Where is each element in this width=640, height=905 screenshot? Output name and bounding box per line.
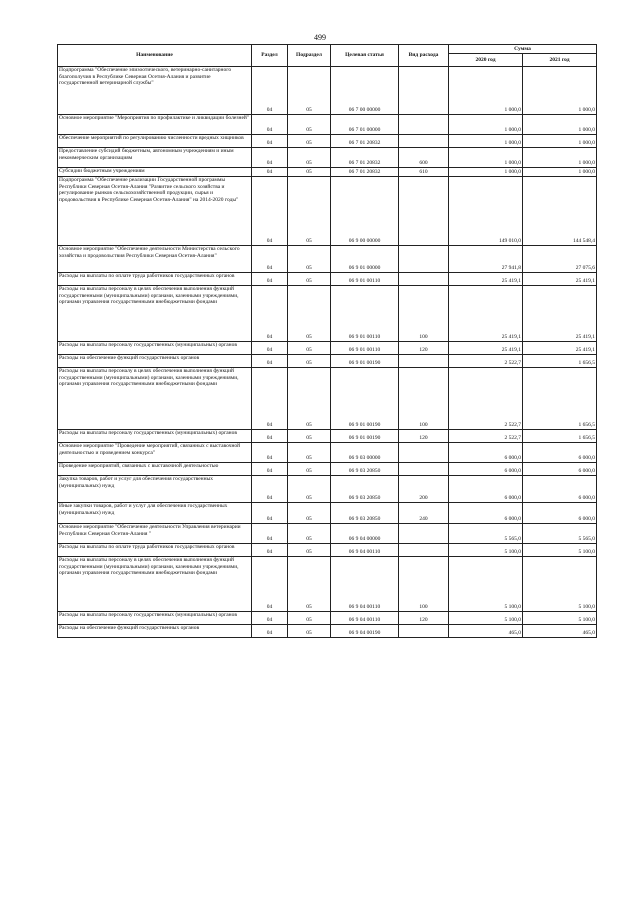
row-name: Основное мероприятие "Проведение мероприятий, связанных с выставочной деятельностью и проведением конкурса" bbox=[58, 443, 252, 463]
row-section: 04 bbox=[252, 246, 288, 273]
row-subsection: 05 bbox=[288, 286, 331, 342]
row-subsection: 05 bbox=[288, 503, 331, 524]
row-target-article: 06 9 01 00110 bbox=[331, 342, 399, 355]
row-subsection: 05 bbox=[288, 135, 331, 148]
row-name: Предоставление субсидий бюджетным, автономным учреждениям и иным некоммерческим организациям bbox=[58, 148, 252, 168]
table-body bbox=[58, 67, 597, 638]
row-section: 04 bbox=[252, 625, 288, 638]
row-amount-2021: 1 656,5 bbox=[523, 355, 597, 368]
row-section: 04 bbox=[252, 67, 288, 115]
row-amount-2021: 1 000,0 bbox=[523, 67, 597, 115]
row-amount-2020: 1 000,0 bbox=[449, 115, 523, 135]
row-target-article: 06 9 01 00000 bbox=[331, 246, 399, 273]
row-subsection: 05 bbox=[288, 342, 331, 355]
row-subsection: 05 bbox=[288, 177, 331, 246]
row-target-article: 06 9 04 00110 bbox=[331, 544, 399, 557]
row-expense-type: 100 bbox=[399, 286, 449, 342]
row-expense-type bbox=[399, 273, 449, 286]
row-expense-type bbox=[399, 544, 449, 557]
row-target-article: 06 7 01 00000 bbox=[331, 115, 399, 135]
table-row bbox=[58, 135, 597, 148]
row-expense-type bbox=[399, 115, 449, 135]
row-subsection: 05 bbox=[288, 368, 331, 430]
row-name: Субсидии бюджетным учреждениям bbox=[58, 168, 252, 177]
row-target-article: 06 9 04 00190 bbox=[331, 625, 399, 638]
row-name: Расходы на выплаты по оплате труда работников государственных органов bbox=[58, 544, 252, 557]
header-year-2021: 2021 год bbox=[523, 54, 597, 67]
row-expense-type bbox=[399, 135, 449, 148]
row-amount-2021: 5 565,0 bbox=[523, 524, 597, 544]
row-expense-type bbox=[399, 524, 449, 544]
row-section: 04 bbox=[252, 286, 288, 342]
header-year-2020: 2020 год bbox=[449, 54, 523, 67]
row-section: 04 bbox=[252, 177, 288, 246]
header-subsection: Подраздел bbox=[288, 45, 331, 67]
row-amount-2021: 144 548,4 bbox=[523, 177, 597, 246]
table-row bbox=[58, 557, 597, 612]
row-amount-2021: 6 000,0 bbox=[523, 476, 597, 503]
row-expense-type: 120 bbox=[399, 430, 449, 443]
table-row bbox=[58, 544, 597, 557]
row-subsection: 05 bbox=[288, 355, 331, 368]
row-amount-2020: 1 000,0 bbox=[449, 148, 523, 168]
row-expense-type bbox=[399, 463, 449, 476]
table-row bbox=[58, 612, 597, 625]
row-name: Иные закупки товаров, работ и услуг для обеспечения государственных (муниципальных) нужд bbox=[58, 503, 252, 524]
row-amount-2020: 5 100,0 bbox=[449, 612, 523, 625]
table-row bbox=[58, 524, 597, 544]
row-name: Основное мероприятие "Обеспечение деятельности Министерства сельского хозяйства и продовольствия Республики Северная Осетия-Алания" bbox=[58, 246, 252, 273]
row-target-article: 06 9 03 20850 bbox=[331, 476, 399, 503]
row-section: 04 bbox=[252, 355, 288, 368]
row-amount-2021: 1 656,5 bbox=[523, 368, 597, 430]
row-amount-2021: 6 000,0 bbox=[523, 463, 597, 476]
row-expense-type bbox=[399, 625, 449, 638]
header-section: Раздел bbox=[252, 45, 288, 67]
row-name: Расходы на выплаты персоналу государственных (муниципальных) органов bbox=[58, 342, 252, 355]
row-subsection: 05 bbox=[288, 463, 331, 476]
table-row bbox=[58, 476, 597, 503]
row-target-article: 06 9 01 00190 bbox=[331, 368, 399, 430]
table-row bbox=[58, 115, 597, 135]
row-amount-2020: 6 000,0 bbox=[449, 476, 523, 503]
header-target-article: Целевая статья bbox=[331, 45, 399, 67]
header-row bbox=[58, 45, 597, 54]
row-name: Обеспечение мероприятий по регулированию численности вредных хищников bbox=[58, 135, 252, 148]
row-expense-type: 120 bbox=[399, 342, 449, 355]
row-section: 04 bbox=[252, 544, 288, 557]
row-target-article: 06 7 00 00000 bbox=[331, 67, 399, 115]
row-name: Расходы на выплаты персоналу государственных (муниципальных) органов bbox=[58, 430, 252, 443]
table-row bbox=[58, 443, 597, 463]
row-target-article: 06 9 01 00190 bbox=[331, 355, 399, 368]
row-amount-2020: 2 522,7 bbox=[449, 355, 523, 368]
row-name: Закупка товаров, работ и услуг для обеспечения государственных (муниципальных) нужд bbox=[58, 476, 252, 503]
row-amount-2020: 1 000,0 bbox=[449, 67, 523, 115]
row-amount-2020: 5 565,0 bbox=[449, 524, 523, 544]
row-amount-2020: 149 010,0 bbox=[449, 177, 523, 246]
row-amount-2021: 1 000,0 bbox=[523, 168, 597, 177]
row-name: Расходы на обеспечение функций государственных органов bbox=[58, 355, 252, 368]
table-row bbox=[58, 625, 597, 638]
row-expense-type: 600 bbox=[399, 148, 449, 168]
row-target-article: 06 9 01 00110 bbox=[331, 286, 399, 342]
row-amount-2021: 27 075,6 bbox=[523, 246, 597, 273]
row-section: 04 bbox=[252, 557, 288, 612]
table-row bbox=[58, 368, 597, 430]
row-amount-2020: 465,0 bbox=[449, 625, 523, 638]
row-subsection: 05 bbox=[288, 476, 331, 503]
row-target-article: 06 9 04 00000 bbox=[331, 524, 399, 544]
row-subsection: 05 bbox=[288, 557, 331, 612]
row-amount-2021: 5 100,0 bbox=[523, 557, 597, 612]
row-expense-type: 100 bbox=[399, 557, 449, 612]
row-expense-type: 240 bbox=[399, 503, 449, 524]
row-target-article: 06 9 01 00190 bbox=[331, 430, 399, 443]
row-expense-type: 100 bbox=[399, 368, 449, 430]
header-name: Наименование bbox=[58, 45, 252, 67]
row-section: 04 bbox=[252, 148, 288, 168]
row-name: Расходы на выплаты по оплате труда работников государственных органов bbox=[58, 273, 252, 286]
row-name: Основное мероприятие "Обеспечение деятельности Управления ветеринарии Республики Северная Осетия-Алания " bbox=[58, 524, 252, 544]
row-subsection: 05 bbox=[288, 67, 331, 115]
row-amount-2021: 25 419,1 bbox=[523, 273, 597, 286]
row-amount-2020: 25 419,1 bbox=[449, 273, 523, 286]
table-row bbox=[58, 246, 597, 273]
table-row bbox=[58, 168, 597, 177]
header-expense-type: Вид расхода bbox=[399, 45, 449, 67]
row-section: 04 bbox=[252, 135, 288, 148]
row-amount-2020: 27 941,8 bbox=[449, 246, 523, 273]
budget-table bbox=[57, 44, 597, 638]
table-row bbox=[58, 463, 597, 476]
row-target-article: 06 9 03 20850 bbox=[331, 463, 399, 476]
row-subsection: 05 bbox=[288, 625, 331, 638]
row-section: 04 bbox=[252, 443, 288, 463]
row-target-article: 06 9 01 00110 bbox=[331, 273, 399, 286]
row-section: 04 bbox=[252, 503, 288, 524]
row-subsection: 05 bbox=[288, 168, 331, 177]
row-section: 04 bbox=[252, 476, 288, 503]
table-row bbox=[58, 286, 597, 342]
row-amount-2021: 465,0 bbox=[523, 625, 597, 638]
row-subsection: 05 bbox=[288, 443, 331, 463]
row-amount-2021: 1 000,0 bbox=[523, 135, 597, 148]
row-amount-2021: 6 000,0 bbox=[523, 503, 597, 524]
row-section: 04 bbox=[252, 612, 288, 625]
row-target-article: 06 9 04 00110 bbox=[331, 612, 399, 625]
row-amount-2020: 1 000,0 bbox=[449, 135, 523, 148]
row-section: 04 bbox=[252, 168, 288, 177]
row-target-article: 06 7 01 20832 bbox=[331, 135, 399, 148]
row-subsection: 05 bbox=[288, 273, 331, 286]
row-target-article: 06 9 04 00110 bbox=[331, 557, 399, 612]
row-subsection: 05 bbox=[288, 430, 331, 443]
row-amount-2020: 6 000,0 bbox=[449, 443, 523, 463]
row-subsection: 05 bbox=[288, 544, 331, 557]
row-expense-type: 120 bbox=[399, 612, 449, 625]
row-amount-2021: 6 000,0 bbox=[523, 443, 597, 463]
row-target-article: 06 9 03 20850 bbox=[331, 503, 399, 524]
row-expense-type: 200 bbox=[399, 476, 449, 503]
row-name: Расходы на выплаты персоналу в целях обеспечения выполнения функций государственными (муниципальными) органами, казенными учреждениями, органами управления государственными внебюджетными фондами bbox=[58, 286, 252, 342]
row-section: 04 bbox=[252, 342, 288, 355]
row-expense-type bbox=[399, 246, 449, 273]
row-name: Расходы на обеспечение функций государственных органов bbox=[58, 625, 252, 638]
row-amount-2020: 1 000,0 bbox=[449, 168, 523, 177]
row-amount-2020: 25 419,1 bbox=[449, 286, 523, 342]
row-amount-2020: 25 419,1 bbox=[449, 342, 523, 355]
row-name: Основное мероприятие "Мероприятия по профилактике и ликвидации болезней" bbox=[58, 115, 252, 135]
row-section: 04 bbox=[252, 524, 288, 544]
row-subsection: 05 bbox=[288, 148, 331, 168]
row-amount-2021: 25 419,1 bbox=[523, 286, 597, 342]
row-expense-type: 610 bbox=[399, 168, 449, 177]
row-subsection: 05 bbox=[288, 246, 331, 273]
row-section: 04 bbox=[252, 273, 288, 286]
row-amount-2020: 5 100,0 bbox=[449, 544, 523, 557]
page-number: 499 bbox=[314, 33, 326, 42]
row-section: 04 bbox=[252, 368, 288, 430]
row-amount-2021: 1 000,0 bbox=[523, 115, 597, 135]
row-subsection: 05 bbox=[288, 524, 331, 544]
row-amount-2021: 5 100,0 bbox=[523, 544, 597, 557]
row-amount-2021: 1 656,5 bbox=[523, 430, 597, 443]
row-name: Проведение мероприятий, связанных с выставочной деятельностью bbox=[58, 463, 252, 476]
row-amount-2020: 2 522,7 bbox=[449, 430, 523, 443]
row-name: Расходы на выплаты персоналу в целях обеспечения выполнения функций государственными (муниципальными) органами, казенными учреждениями, органами управления государственными внебюджетными фондами bbox=[58, 557, 252, 612]
row-amount-2021: 25 419,1 bbox=[523, 342, 597, 355]
row-name: Подпрограмма "Обеспечение реализации Государственной программы Республики Северная Осетия-Алания "Развитие сельского хозяйства и регулирование рынков сельскохозяйственной продукции, сырья и продовольствия в Республике Северная Осетия-Алания" на 2014-2020 годы" bbox=[58, 177, 252, 246]
row-amount-2020: 5 100,0 bbox=[449, 557, 523, 612]
row-amount-2020: 6 000,0 bbox=[449, 503, 523, 524]
table-row bbox=[58, 430, 597, 443]
row-name: Подпрограмма "Обеспечение эпизоотического, ветеринарно-санитарного благополучия в Республике Северная Осетия-Алания и развитие государственной ветеринарной службы" bbox=[58, 67, 252, 115]
table-row bbox=[58, 148, 597, 168]
row-subsection: 05 bbox=[288, 115, 331, 135]
table-row bbox=[58, 355, 597, 368]
table-row bbox=[58, 503, 597, 524]
row-amount-2020: 6 000,0 bbox=[449, 463, 523, 476]
row-section: 04 bbox=[252, 115, 288, 135]
row-expense-type bbox=[399, 443, 449, 463]
row-amount-2021: 5 100,0 bbox=[523, 612, 597, 625]
row-subsection: 05 bbox=[288, 612, 331, 625]
row-name: Расходы на выплаты персоналу государственных (муниципальных) органов bbox=[58, 612, 252, 625]
row-target-article: 06 9 00 00000 bbox=[331, 177, 399, 246]
row-amount-2021: 1 000,0 bbox=[523, 148, 597, 168]
row-expense-type bbox=[399, 67, 449, 115]
row-expense-type bbox=[399, 177, 449, 246]
table-row bbox=[58, 177, 597, 246]
row-expense-type bbox=[399, 355, 449, 368]
row-section: 04 bbox=[252, 430, 288, 443]
row-target-article: 06 7 01 20832 bbox=[331, 148, 399, 168]
row-amount-2020: 2 522,7 bbox=[449, 368, 523, 430]
table-row bbox=[58, 273, 597, 286]
table-row bbox=[58, 67, 597, 115]
table-row bbox=[58, 342, 597, 355]
row-target-article: 06 7 01 20832 bbox=[331, 168, 399, 177]
row-target-article: 06 9 03 00000 bbox=[331, 443, 399, 463]
row-name: Расходы на выплаты персоналу в целях обеспечения выполнения функций государственными (муниципальными) органами, казенными учреждениями, органами управления государственными внебюджетными фондами bbox=[58, 368, 252, 430]
header-amount: Сумма bbox=[449, 45, 597, 54]
row-section: 04 bbox=[252, 463, 288, 476]
